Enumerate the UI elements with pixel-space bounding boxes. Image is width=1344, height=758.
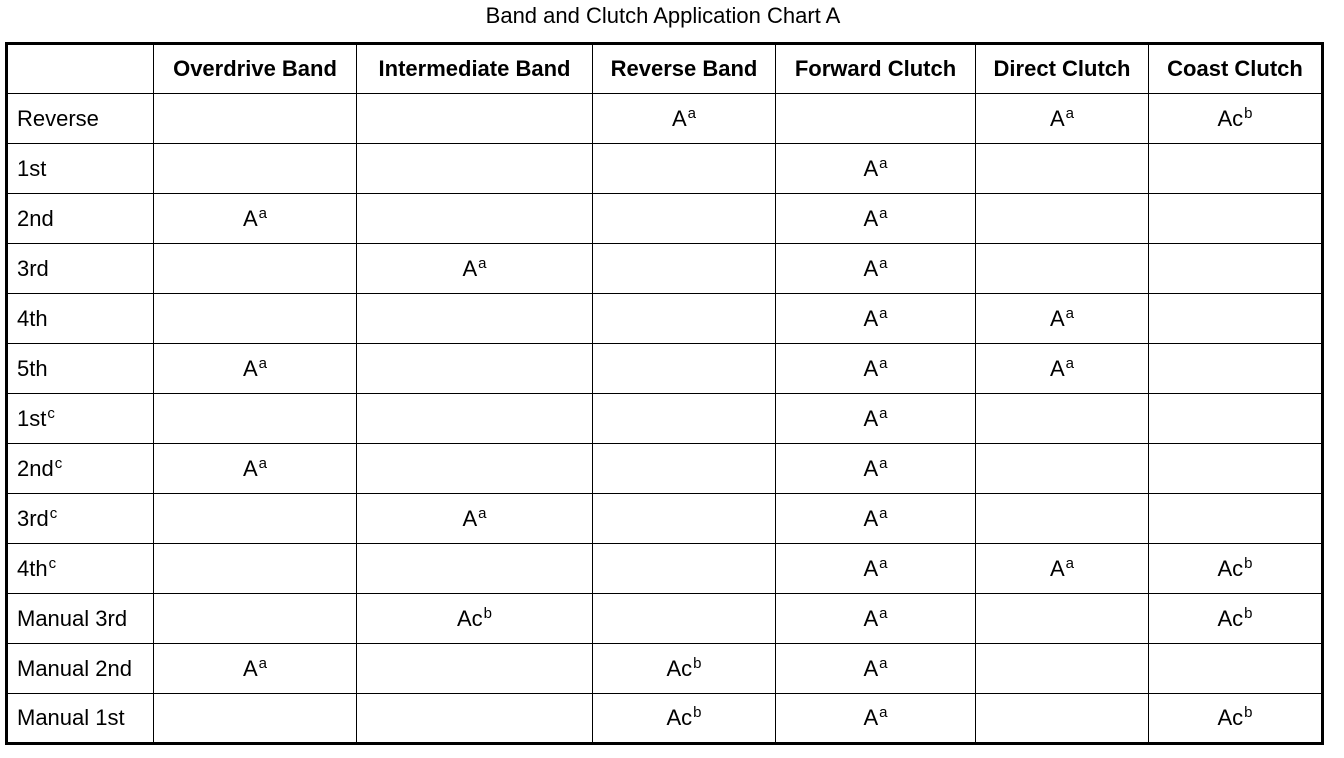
cell-code: A [242,355,258,381]
cell-footnote: a [478,504,487,522]
cell-footnote: a [879,204,888,222]
table-cell [357,294,593,344]
table-cell [1149,194,1323,244]
row-label-text: Reverse [17,105,99,131]
row-label-text: 5th [17,355,48,381]
table-cell [776,344,976,394]
table-cell [357,344,593,394]
table-cell [976,644,1149,694]
table-cell [154,594,357,644]
table-cell [357,244,593,294]
table-cell [1149,144,1323,194]
table-cell [593,694,776,744]
table-cell [1149,344,1323,394]
cell-footnote: b [1244,604,1253,622]
column-header-corner [7,44,154,94]
table-cell [1149,94,1323,144]
table-cell [1149,594,1323,644]
cell-code: A [863,355,879,381]
cell-code: A [671,105,687,131]
table-cell [154,194,357,244]
chart-title: Band and Clutch Application Chart A [485,3,841,28]
table-cell [776,444,976,494]
cell-footnote: a [879,654,888,672]
table-row [7,444,1323,494]
table-cell [1149,394,1323,444]
header-row [7,44,1323,94]
cell-footnote: a [258,654,268,672]
cell-footnote: a [258,204,268,222]
table-cell [357,144,593,194]
table-cell [976,594,1149,644]
row-label-text: Manual 2nd [17,655,132,681]
cell-footnote: a [879,354,888,372]
cell-footnote: a [1065,554,1075,572]
table-cell [593,594,776,644]
table-cell [357,444,593,494]
table-cell [776,644,976,694]
row-label-footnote: c [49,504,58,522]
column-header-coast-clutch: Coast Clutch [1149,44,1323,94]
table-cell [593,494,776,544]
table-cell [154,344,357,394]
table-cell [357,494,593,544]
table-cell [593,194,776,244]
table-cell [154,94,357,144]
column-header-intermediate-band: Intermediate Band [357,44,593,94]
cell-footnote: b [1244,704,1253,721]
table-cell [776,594,976,644]
table-row [7,594,1323,644]
cell-footnote: a [258,354,268,372]
cell-code: A [462,255,478,281]
table-cell [776,294,976,344]
row-label [7,644,154,694]
table-cell [154,444,357,494]
table-body [7,94,1323,744]
table-cell [154,294,357,344]
table-cell [1149,494,1323,544]
table-cell [776,194,976,244]
table-row [7,94,1323,144]
table-cell [1149,444,1323,494]
cell-footnote: a [1065,354,1075,372]
cell-code: A [863,455,879,481]
table-cell [776,94,976,144]
cell-code: A [1049,555,1065,581]
cell-footnote: a [879,554,888,572]
row-label-footnote: c [47,404,55,422]
table-cell [593,294,776,344]
row-label-text: 3rd [17,505,49,531]
cell-code: A [242,455,258,481]
cell-footnote: a [879,454,888,472]
table-cell [776,244,976,294]
table-cell [776,494,976,544]
cell-footnote: b [693,704,702,721]
row-label-text: Manual 3rd [17,605,128,631]
table-cell [154,694,357,744]
row-label [7,394,154,444]
cell-code: A [242,205,258,231]
table-cell [976,394,1149,444]
table-row [7,694,1323,744]
cell-code: A [863,605,879,631]
table-cell [1149,694,1323,744]
table-cell [593,394,776,444]
cell-code: A [462,505,478,531]
table-row [7,294,1323,344]
cell-code: Ac [1217,105,1244,131]
table-cell [593,144,776,194]
table-row [7,644,1323,694]
cell-footnote: b [1244,554,1253,572]
row-label-text: 3rd [17,255,49,281]
table-row [7,244,1323,294]
table-cell [593,344,776,394]
row-label-text: 2nd [17,455,54,481]
table-cell [593,94,776,144]
table-cell [976,444,1149,494]
cell-code: A [863,505,879,531]
table-cell [593,444,776,494]
table-cell [357,594,593,644]
cell-footnote: a [879,604,888,622]
table-cell [776,694,976,744]
cell-code: A [863,255,879,281]
cell-code: A [242,655,258,681]
table-cell [154,644,357,694]
column-header-direct-clutch: Direct Clutch [976,44,1149,94]
cell-footnote: a [1065,304,1075,322]
cell-footnote: a [258,454,268,472]
table-cell [976,144,1149,194]
table-cell [154,244,357,294]
table-row [7,494,1323,544]
table-cell [154,394,357,444]
table-row [7,544,1323,594]
table-row [7,194,1323,244]
column-header-forward-clutch: Forward Clutch [776,44,976,94]
cell-code: A [863,555,879,581]
row-label [7,244,154,294]
table-cell [357,544,593,594]
cell-code: Ac [666,705,693,730]
cell-code: A [863,405,879,431]
cell-footnote: a [879,254,888,272]
cell-code: A [863,205,879,231]
row-label [7,94,154,144]
table-cell [357,394,593,444]
cell-footnote: a [478,254,487,272]
table-cell [976,344,1149,394]
table-row [7,394,1323,444]
row-label-footnote: c [54,454,63,472]
row-label-footnote: c [48,554,57,572]
application-chart-table [5,42,1324,745]
row-label [7,194,154,244]
row-label-text: 2nd [17,205,54,231]
row-label [7,444,154,494]
table-cell [593,544,776,594]
cell-code: Ac [666,655,693,681]
table-cell [776,544,976,594]
cell-code: A [863,305,879,331]
table-cell [593,244,776,294]
row-label-text: 4th [17,305,48,331]
table-cell [1149,294,1323,344]
table-cell [154,494,357,544]
table-cell [593,644,776,694]
cell-code: Ac [1217,705,1244,730]
table-cell [154,544,357,594]
table-cell [357,194,593,244]
table-cell [976,544,1149,594]
row-label [7,544,154,594]
table-cell [154,144,357,194]
row-label [7,494,154,544]
table-cell [976,294,1149,344]
column-header-overdrive-band: Overdrive Band [154,44,357,94]
row-label-text: 1st [17,405,47,431]
cell-code: A [1049,305,1065,331]
row-label-text: 4th [17,555,48,581]
table-cell [776,394,976,444]
table-row [7,144,1323,194]
cell-code: A [1049,105,1065,131]
cell-code: Ac [1217,555,1244,581]
cell-footnote: a [879,504,888,522]
cell-footnote: b [693,654,702,672]
cell-code: Ac [456,605,483,631]
table-cell [976,94,1149,144]
cell-footnote: a [1065,104,1075,122]
table-cell [357,694,593,744]
cell-footnote: b [483,604,493,622]
row-label-text: Manual 1st [17,705,125,730]
cell-code: Ac [1217,605,1244,631]
table-cell [776,144,976,194]
table-cell [357,644,593,694]
row-label [7,694,154,744]
table-cell [1149,644,1323,694]
row-label-text: 1st [17,155,47,181]
table-cell [976,194,1149,244]
cell-code: A [863,655,879,681]
cell-footnote: a [879,704,888,721]
row-label [7,344,154,394]
row-label [7,594,154,644]
table-cell [357,94,593,144]
row-label [7,294,154,344]
table-cell [1149,244,1323,294]
cell-footnote: a [879,304,888,322]
cell-code: A [1049,355,1065,381]
table-cell [976,694,1149,744]
row-label [7,144,154,194]
cell-code: A [863,155,879,181]
column-header-reverse-band: Reverse Band [593,44,776,94]
table-cell [976,244,1149,294]
cell-footnote: a [687,104,697,122]
cell-code: A [863,705,879,730]
cell-footnote: a [879,154,888,172]
table-row [7,344,1323,394]
cell-footnote: b [1244,104,1253,122]
table-cell [1149,544,1323,594]
table-cell [976,494,1149,544]
cell-footnote: a [879,404,888,422]
